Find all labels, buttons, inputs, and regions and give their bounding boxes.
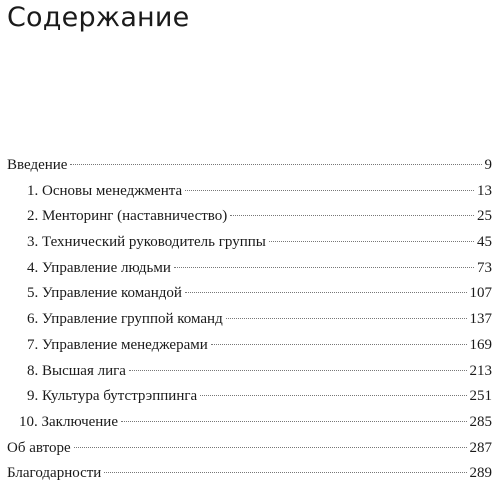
toc-entry-chapter-7 xyxy=(0,333,500,359)
toc-entry-label: 7. Управление менеджерами xyxy=(27,336,208,353)
toc-entry-page-number: 137 xyxy=(469,311,492,328)
toc-entry-label: 8. Высшая лига xyxy=(27,362,126,379)
dot-leader xyxy=(200,395,466,396)
toc-entry-label: 2. Менторинг (наставничество) xyxy=(27,208,228,225)
toc-entry-chapter-10 xyxy=(0,410,500,436)
toc-entry-page-number: 45 xyxy=(477,234,492,251)
toc-entry-label: 6. Управление группой команд xyxy=(27,311,223,328)
dot-leader xyxy=(129,370,467,371)
toc-entry-introduction xyxy=(0,153,500,179)
toc-entry-chapter-3 xyxy=(0,230,500,256)
dot-leader xyxy=(230,215,474,216)
toc-entry-page-number: 287 xyxy=(469,439,492,456)
toc-entry-chapter-8 xyxy=(0,359,500,385)
dot-leader xyxy=(226,318,467,319)
toc-entry-page-number: 285 xyxy=(469,413,492,430)
toc-entry-page-number: 251 xyxy=(469,388,492,405)
toc-entry-page-number: 107 xyxy=(469,285,492,302)
toc-entry-chapter-5 xyxy=(0,281,500,307)
toc-entry-label: Об авторе xyxy=(7,439,71,456)
toc-entry-acknowledgements xyxy=(0,461,500,487)
toc-entry-label: 3. Технический руководитель группы xyxy=(27,234,266,251)
toc-entry-page-number: 25 xyxy=(477,208,492,225)
dot-leader xyxy=(174,267,474,268)
toc-entry-label: Благодарности xyxy=(7,465,102,482)
page-title: Содержание xyxy=(7,2,190,33)
dot-leader xyxy=(269,241,474,242)
toc-entry-chapter-1 xyxy=(0,179,500,205)
toc-entry-label: Введение xyxy=(7,157,68,173)
toc-entry-label: 5. Управление командой xyxy=(27,285,182,302)
dot-leader xyxy=(185,292,467,293)
toc-entry-label: 1. Основы менеджмента xyxy=(27,182,183,199)
dot-leader xyxy=(70,164,481,165)
dot-leader xyxy=(185,190,474,191)
toc-entry-label: 9. Культура бутстрэппинга xyxy=(27,388,198,405)
toc-entry-page-number: 9 xyxy=(484,157,492,173)
toc-entry-chapter-2 xyxy=(0,204,500,230)
toc-entry-page-number: 289 xyxy=(469,465,492,482)
dot-leader xyxy=(104,472,466,473)
toc-entry-chapter-9 xyxy=(0,384,500,410)
toc-entry-page-number: 169 xyxy=(469,336,492,353)
toc-entry-about-author xyxy=(0,436,500,462)
toc-entry-chapter-6 xyxy=(0,307,500,333)
toc-entry-page-number: 213 xyxy=(469,362,492,379)
toc-entry-page-number: 13 xyxy=(477,182,492,199)
toc-entry-label: 10. Заключение xyxy=(19,413,118,430)
dot-leader xyxy=(74,447,467,448)
table-of-contents xyxy=(0,153,500,487)
toc-entry-chapter-4 xyxy=(0,256,500,282)
toc-entry-page-number: 73 xyxy=(477,259,492,276)
dot-leader xyxy=(121,421,467,422)
toc-entry-label: 4. Управление людьми xyxy=(27,259,171,276)
dot-leader xyxy=(211,344,467,345)
